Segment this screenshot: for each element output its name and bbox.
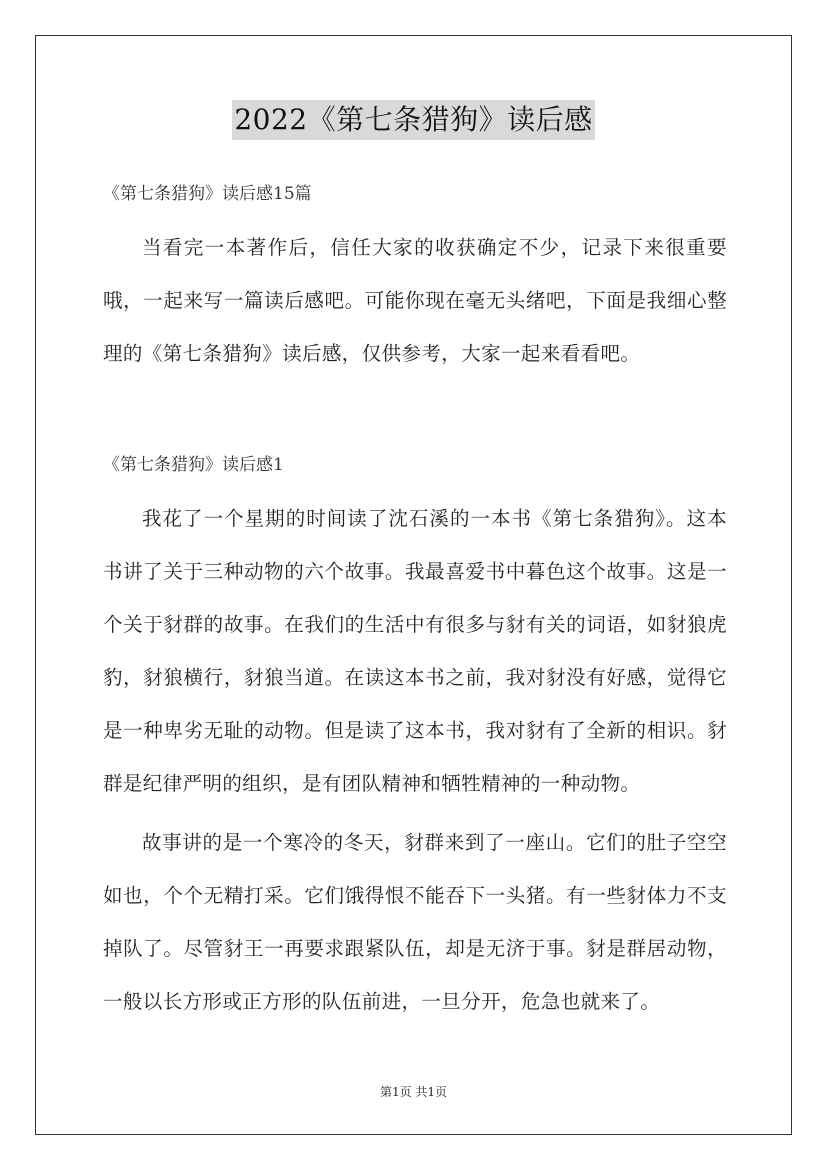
page-footer: 第1页 共1页 bbox=[379, 1085, 448, 1099]
body-paragraph-1: 我花了一个星期的时间读了沈石溪的一本书《第七条猎狗》。这本书讲了关于三种动物的六个故事。我最喜爱书中暮色这个故事。这是一个关于豺群的故事。在我们的生活中有很多与豺有关的词语，如豺狼虎豹，豺狼横行，豺狼当道。在读这本书之前，我对豺没有好感，觉得它是一种卑劣无耻的动物。但是读了这本书，我对豺有了全新的相识。豺群是纪律严明的组织，是有团队精神和牺牲精神的一种动物。 bbox=[103, 507, 727, 795]
document-subtitle: 《第七条猎狗》读后感15篇 bbox=[103, 184, 312, 204]
document-title: 2022《第七条猎狗》读后感 bbox=[232, 100, 594, 140]
body-paragraph-2: 故事讲的是一个寒冷的冬天，豺群来到了一座山。它们的肚子空空如也，个个无精打采。它们饿得恨不能吞下一头猪。有一些豺体力不支掉队了。尽管豺王一再要求跟紧队伍，却是无济于事。豺是群居动物，一般以长方形或正方形的队伍前进，一旦分开，危急也就来了。 bbox=[103, 831, 727, 1013]
title-container bbox=[0, 100, 827, 140]
section-heading: 《第七条猎狗》读后感1 bbox=[103, 455, 284, 475]
intro-paragraph: 当看完一本著作后，信任大家的收获确定不少，记录下来很重要哦，一起来写一篇读后感吧。可能你现在毫无头绪吧，下面是我细心整理的《第七条猎狗》读后感，仅供参考，大家一起来看看吧。 bbox=[103, 236, 727, 365]
